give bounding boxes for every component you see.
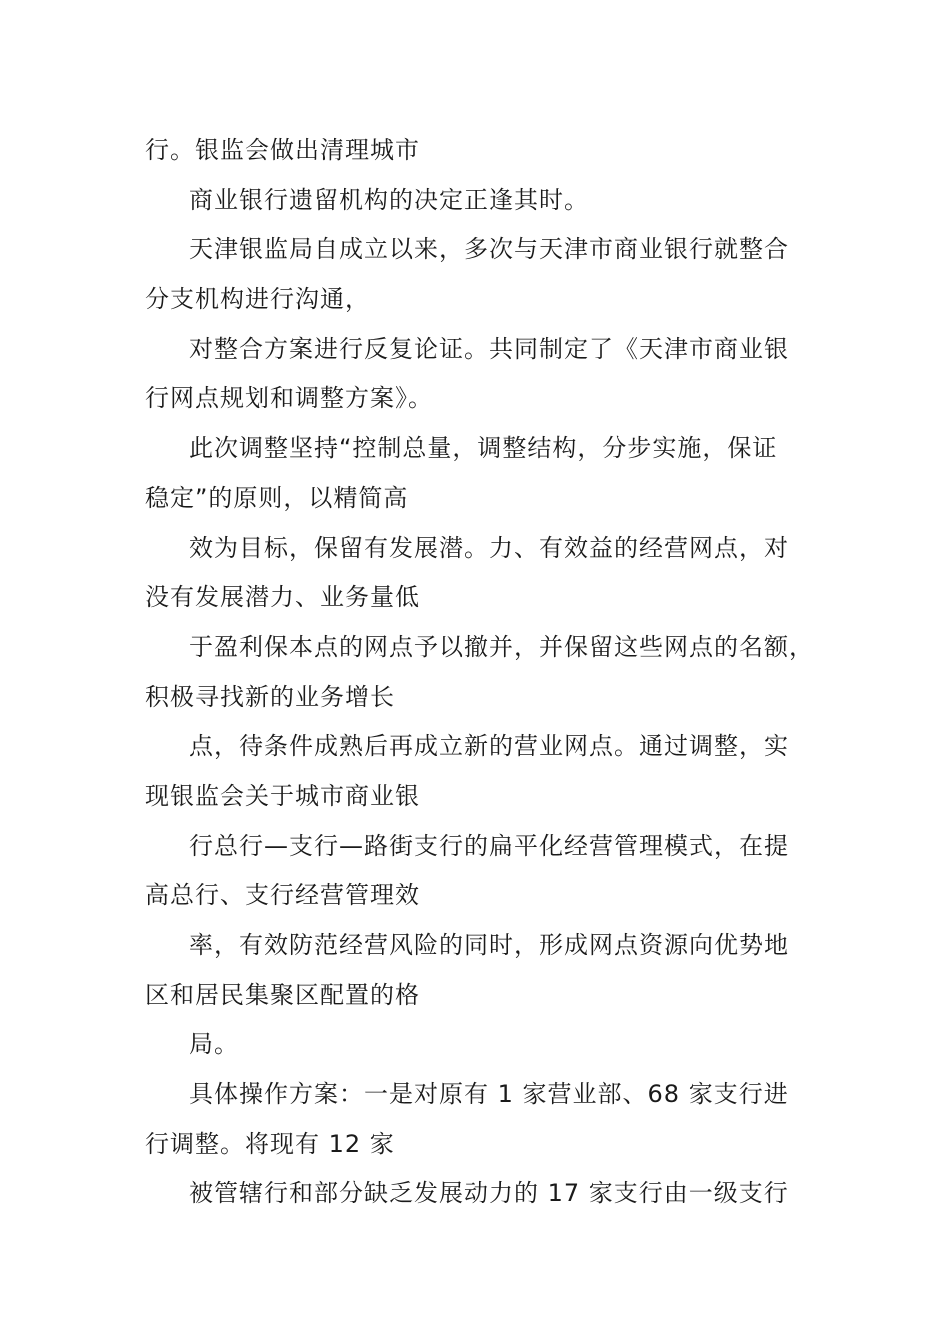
text-line: 对整合方案进行反复论证。共同制定了《天津市商业银 (189, 334, 789, 363)
text-line: 高总行、支行经营管理效 (145, 881, 420, 910)
text-line: 效为目标，保留有发展潜。力、有效益的经营网点，对 (189, 533, 789, 562)
text-line: 没有发展潜力、业务量低 (145, 583, 420, 612)
text-line: 行。银监会做出清理城市 (145, 136, 420, 164)
text-line: 区和居民集聚区配置的格 (145, 980, 420, 1009)
document-body (145, 126, 835, 1219)
text-line: 积极寻找新的业务增长 (145, 682, 395, 711)
text-line: 天津银监局自成立以来，多次与天津市商业银行就整合 (189, 235, 789, 264)
text-line: 被管辖行和部分缺乏发展动力的 17 家支行由一级支行 (189, 1179, 789, 1208)
text-line: 具体操作方案：一是对原有 1 家营业部、68 家支行进 (189, 1080, 789, 1109)
text-line: 商业银行遗留机构的决定正逢其时。 (189, 185, 589, 214)
text-line: 行调整。将现有 12 家 (145, 1129, 395, 1158)
text-line: 点，待条件成熟后再成立新的营业网点。通过调整，实 (189, 732, 789, 761)
text-line: 分支机构进行沟通， (145, 285, 370, 314)
text-line: 稳定”的原则，以精简高 (145, 483, 409, 512)
text-line: 行总行—支行—路街支行的扁平化经营管理模式，在提 (189, 831, 789, 860)
text-line: 现银监会关于城市商业银 (145, 781, 420, 810)
text-line: 局。 (189, 1030, 239, 1059)
text-line: 于盈利保本点的网点予以撤并，并保留这些网点的名额， (189, 632, 814, 661)
text-line: 率，有效防范经营风险的同时，形成网点资源向优势地 (189, 931, 789, 959)
text-line: 此次调整坚持“控制总量，调整结构，分步实施，保证 (189, 434, 778, 463)
text-line: 行网点规划和调整方案》。 (145, 384, 433, 413)
